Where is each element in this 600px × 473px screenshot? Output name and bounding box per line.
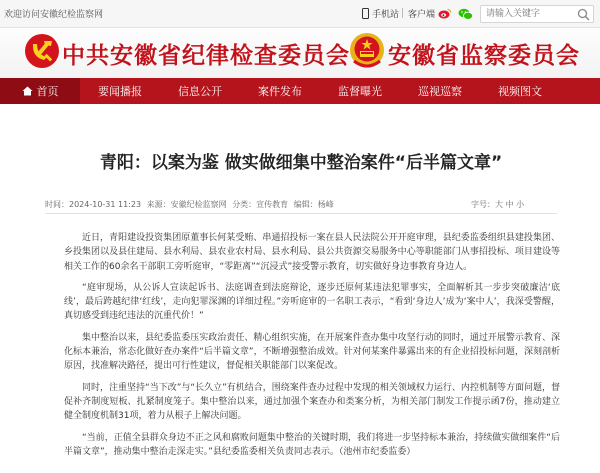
site-header — [0, 28, 600, 78]
article-paragraph: 同时，注重坚持“当下改”与“长久立”有机结合，围绕案件查办过程中发现的相关领域权力运行、内控机制等方面问题，督促补齐制度短板、扎紧制度笼子。集中整治以来，通过加强个案查办和类案分析，为相关部门制发工作提示函7份，推动建立健全制度机制31项，着力从根子上解决问题。 — [64, 382, 560, 422]
nav-supervision-exposure[interactable]: 监督曝光 — [338, 85, 382, 98]
nav-news[interactable]: 要闻播报 — [98, 85, 142, 98]
article-paragraph: 集中整治以来，县纪委监委压实政治责任、精心组织实施，在开展案件查办集中攻坚行动的同时，通过开展警示教育、深化标本兼治，常态化做好查办案件“后半篇文章”，不断增强整治成效。针对何某案件暴露出来的有企业招投标问题，深刻剖析原因，找准解决路径，提出可行性建议，督促相关职能部门以案促改。 — [64, 332, 560, 372]
article-source: 来源：安徽纪检监察网 — [146, 200, 227, 209]
search-input[interactable] — [486, 7, 574, 21]
article-editor: 编辑：杨峰 — [293, 200, 334, 209]
article-column: 分类：宣传教育 — [232, 200, 289, 209]
nav-inspection[interactable]: 巡视巡察 — [418, 85, 462, 98]
article-body — [64, 231, 560, 459]
nav-video[interactable]: 视频图文 — [498, 85, 542, 98]
publish-time: 时间：2024-10-31 11:23 — [45, 200, 142, 209]
home-icon — [22, 86, 33, 96]
article-paragraph: 近日，青阳建设投资集团原董事长何某受贿、串通招投标一案在县人民法院公开开庭审理，县纪委监委组织县建投集团、乡投集团以及县住建局、县水利局、县农业农村局、县水利局、县公共资源交易服务中心等职能部门从事招投标、项目建设等相关工作的60余名干部职工旁听庭审，“零距离”“沉浸式”接受警示教育，切实做好身边事教育身边人。 — [64, 233, 560, 272]
article-paragraph: “当前，正值全县群众身边不正之风和腐败问题集中整治的关键时期，我们将进一步坚持标本兼治，持续做实做细案件“后半篇文章”，推动集中整治走深走实。”县纪委监委相关负责同志表示。（池州市纪委监委） — [64, 432, 560, 457]
commission-title: 中共安徽省纪律检查委员会 — [62, 42, 350, 69]
national-emblem[interactable] — [348, 31, 386, 71]
main-nav — [0, 78, 600, 104]
welcome-text: 欢迎访问安徽纪检监察网 — [4, 10, 104, 20]
party-emblem[interactable] — [24, 33, 60, 69]
nav-info-disclosure[interactable]: 信息公开 — [178, 85, 222, 98]
weibo-icon[interactable] — [438, 8, 452, 19]
top-utility-bar — [0, 0, 600, 28]
mobile-site-label: 手机站 — [372, 10, 400, 20]
topbar-divider — [402, 8, 403, 18]
font-size-switcher[interactable]: 字号：大 中 小 — [471, 200, 525, 209]
wechat-icon[interactable] — [458, 8, 473, 20]
nav-home-label: 首页 — [36, 85, 59, 98]
mobile-icon — [362, 8, 369, 19]
mobile-site-link[interactable] — [362, 7, 399, 20]
search-box — [480, 5, 594, 23]
article-meta — [45, 199, 337, 210]
article-paragraph: “庭审现场，从公诉人宣读起诉书、法庭调查到法庭辩论，逐步还原何某违法犯罪事实，全面解析其一步步突破廉洁‘底线’，最后跨越纪律‘红线’，走向犯罪深渊的详细过程。”旁听庭审的一名职工表示，“看到‘身边人’成为‘案中人’，我深受警醒，真切感受到违纪违法的沉重代价！” — [64, 282, 560, 322]
article-title: 青阳：以案为鉴 做实做细集中整治案件“后半篇文章” — [99, 153, 503, 173]
client-link[interactable]: 客户端 — [408, 10, 436, 20]
meta-divider — [45, 213, 557, 214]
article — [18, 104, 584, 473]
nav-case-release[interactable]: 案件发布 — [258, 85, 302, 98]
nav-home[interactable] — [0, 78, 80, 104]
search-icon[interactable] — [577, 8, 590, 21]
supervision-commission-title: 安徽省监察委员会 — [388, 42, 580, 69]
